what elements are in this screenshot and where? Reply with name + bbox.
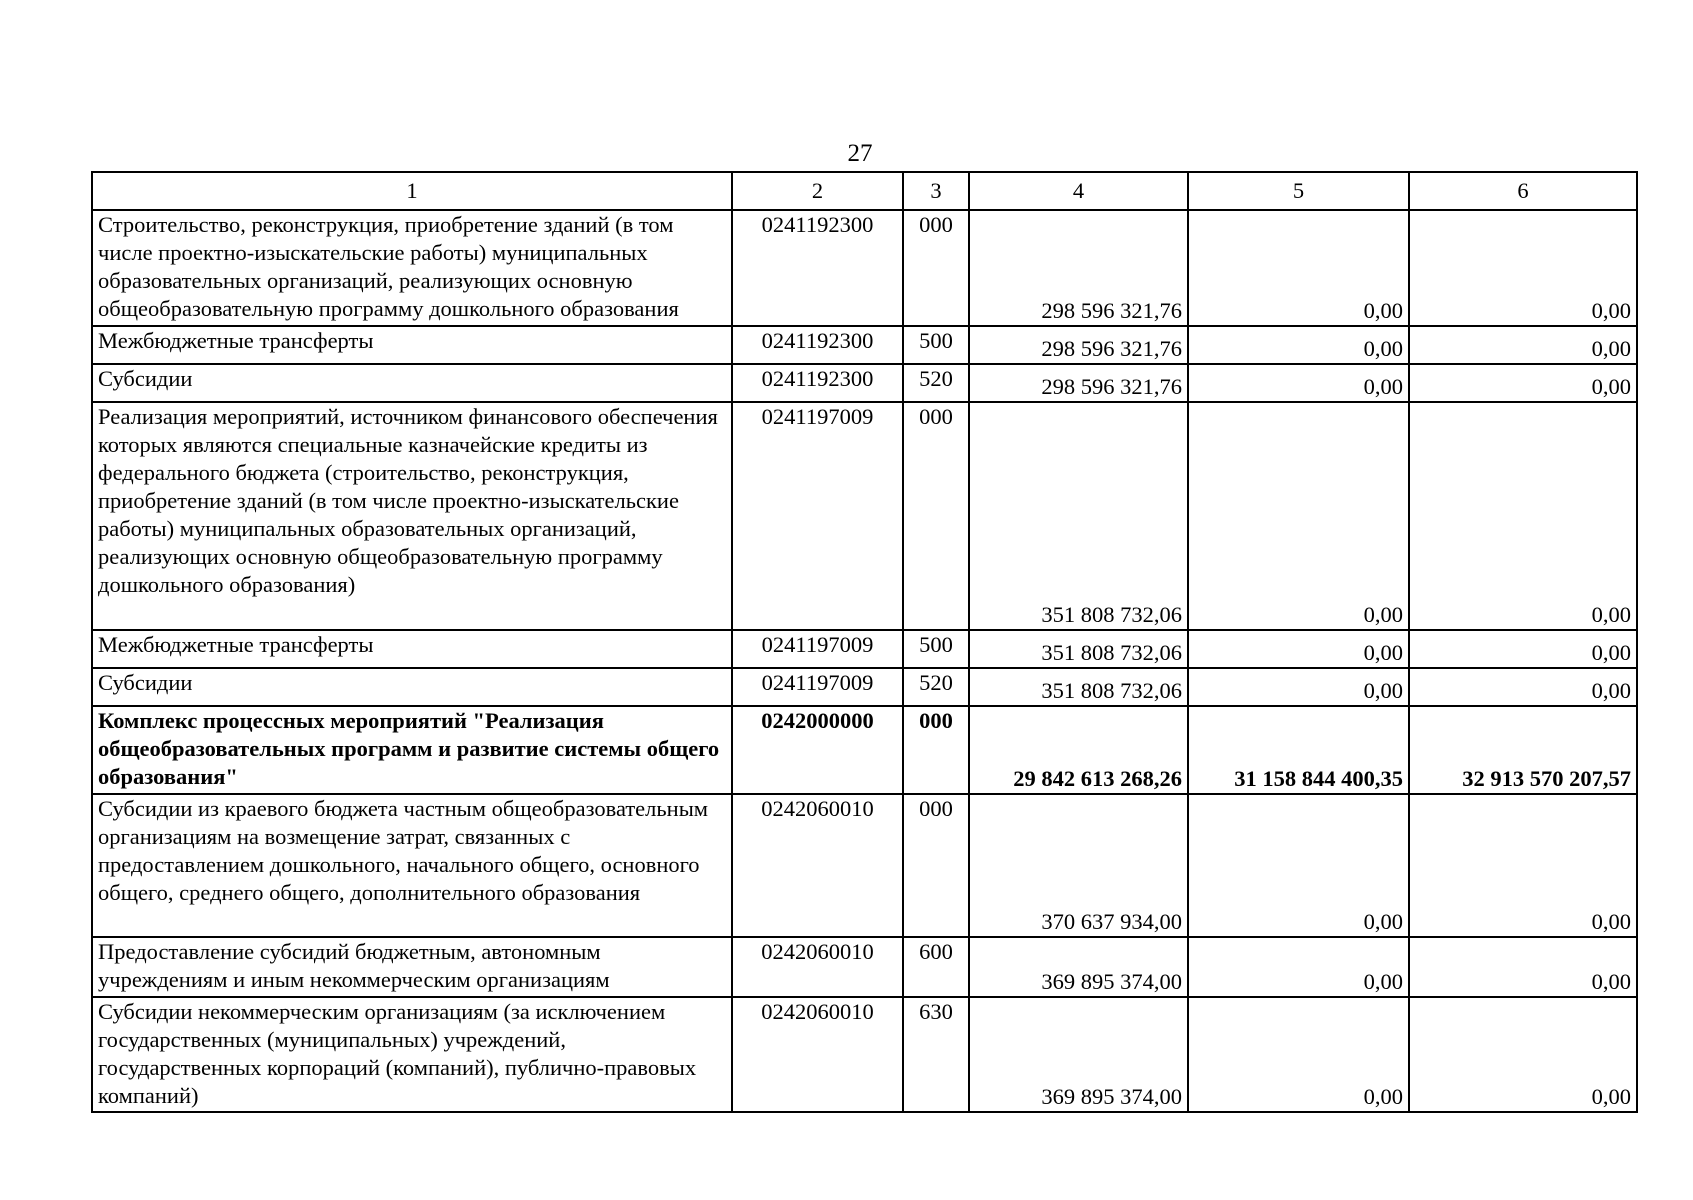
row-expense-type-code: 520 xyxy=(903,364,969,402)
row-expense-type-code: 000 xyxy=(903,210,969,326)
page-number: 27 xyxy=(847,140,873,167)
row-amount-year-3: 32 913 570 207,57 xyxy=(1409,706,1637,794)
row-amount-year-3: 0,00 xyxy=(1409,997,1637,1112)
table-row xyxy=(92,937,1637,997)
row-amount-year-2: 31 158 844 400,35 xyxy=(1188,706,1409,794)
row-target-article-code: 0241197009 xyxy=(732,402,903,630)
row-target-article-code: 0242060010 xyxy=(732,997,903,1112)
row-amount-year-1: 351 808 732,06 xyxy=(969,630,1188,668)
row-amount-year-2: 0,00 xyxy=(1188,402,1409,630)
row-amount-year-3: 0,00 xyxy=(1409,630,1637,668)
row-amount-year-1: 351 808 732,06 xyxy=(969,402,1188,630)
row-expense-type-code: 000 xyxy=(903,794,969,937)
row-name: Межбюджетные трансферты xyxy=(92,630,732,668)
row-amount-year-2: 0,00 xyxy=(1188,210,1409,326)
row-amount-year-1: 29 842 613 268,26 xyxy=(969,706,1188,794)
table-row xyxy=(92,794,1637,937)
row-expense-type-code: 000 xyxy=(903,706,969,794)
budget-table xyxy=(91,171,1638,1113)
row-name: Субсидии из краевого бюджета частным общеобразовательным организациям на возмещение затрат, связанных с предоставлением дошкольного, начального общего, основного общего, среднего общего, дополнительного образования xyxy=(92,794,732,937)
row-expense-type-code: 000 xyxy=(903,402,969,630)
row-target-article-code: 0241192300 xyxy=(732,364,903,402)
row-amount-year-2: 0,00 xyxy=(1188,668,1409,706)
row-name: Субсидии xyxy=(92,364,732,402)
column-number: 5 xyxy=(1188,172,1409,210)
row-amount-year-3: 0,00 xyxy=(1409,402,1637,630)
row-amount-year-1: 351 808 732,06 xyxy=(969,668,1188,706)
table-row xyxy=(92,210,1637,326)
row-name: Субсидии xyxy=(92,668,732,706)
row-expense-type-code: 630 xyxy=(903,997,969,1112)
row-amount-year-2: 0,00 xyxy=(1188,937,1409,997)
row-amount-year-3: 0,00 xyxy=(1409,364,1637,402)
row-target-article-code: 0241197009 xyxy=(732,668,903,706)
row-target-article-code: 0241192300 xyxy=(732,210,903,326)
row-amount-year-1: 369 895 374,00 xyxy=(969,997,1188,1112)
row-name: Предоставление субсидий бюджетным, автономным учреждениям и иным некоммерческим организациям xyxy=(92,937,732,997)
row-amount-year-1: 370 637 934,00 xyxy=(969,794,1188,937)
row-expense-type-code: 500 xyxy=(903,630,969,668)
table-row xyxy=(92,630,1637,668)
row-amount-year-3: 0,00 xyxy=(1409,937,1637,997)
row-amount-year-1: 298 596 321,76 xyxy=(969,364,1188,402)
row-target-article-code: 0242000000 xyxy=(732,706,903,794)
row-amount-year-1: 369 895 374,00 xyxy=(969,937,1188,997)
row-amount-year-2: 0,00 xyxy=(1188,326,1409,364)
row-expense-type-code: 600 xyxy=(903,937,969,997)
table-row xyxy=(92,364,1637,402)
row-amount-year-3: 0,00 xyxy=(1409,668,1637,706)
column-number: 1 xyxy=(92,172,732,210)
row-name: Комплекс процессных мероприятий "Реализация общеобразовательных программ и развитие системы общего образования" xyxy=(92,706,732,794)
table-row xyxy=(92,326,1637,364)
row-name: Реализация мероприятий, источником финансового обеспечения которых являются специальные казначейские кредиты из федерального бюджета (строительство, реконструкция, приобретение зданий (в том числе проектно-изыскательские работы) муниципальных образовательных организаций, реализующих основную общеобразовательную программу дошкольного образования) xyxy=(92,402,732,630)
row-name: Строительство, реконструкция, приобретение зданий (в том числе проектно-изыскательские работы) муниципальных образовательных организаций, реализующих основную общеобразовательную программу дошкольного образования xyxy=(92,210,732,326)
table-row xyxy=(92,402,1637,630)
table-row-group-total xyxy=(92,706,1637,794)
row-amount-year-3: 0,00 xyxy=(1409,794,1637,937)
row-target-article-code: 0241192300 xyxy=(732,326,903,364)
row-amount-year-2: 0,00 xyxy=(1188,794,1409,937)
table-row xyxy=(92,668,1637,706)
row-amount-year-2: 0,00 xyxy=(1188,997,1409,1112)
column-number: 6 xyxy=(1409,172,1637,210)
row-target-article-code: 0242060010 xyxy=(732,937,903,997)
column-number: 2 xyxy=(732,172,903,210)
row-target-article-code: 0241197009 xyxy=(732,630,903,668)
row-amount-year-3: 0,00 xyxy=(1409,326,1637,364)
column-number: 4 xyxy=(969,172,1188,210)
row-expense-type-code: 500 xyxy=(903,326,969,364)
row-amount-year-3: 0,00 xyxy=(1409,210,1637,326)
row-target-article-code: 0242060010 xyxy=(732,794,903,937)
column-number: 3 xyxy=(903,172,969,210)
table-row xyxy=(92,997,1637,1112)
row-name: Межбюджетные трансферты xyxy=(92,326,732,364)
row-amount-year-1: 298 596 321,76 xyxy=(969,326,1188,364)
row-expense-type-code: 520 xyxy=(903,668,969,706)
row-amount-year-2: 0,00 xyxy=(1188,630,1409,668)
column-number-row xyxy=(92,172,1637,210)
row-amount-year-1: 298 596 321,76 xyxy=(969,210,1188,326)
row-name: Субсидии некоммерческим организациям (за исключением государственных (муниципальных) учреждений, государственных корпораций (компаний), публично-правовых компаний) xyxy=(92,997,732,1112)
row-amount-year-2: 0,00 xyxy=(1188,364,1409,402)
